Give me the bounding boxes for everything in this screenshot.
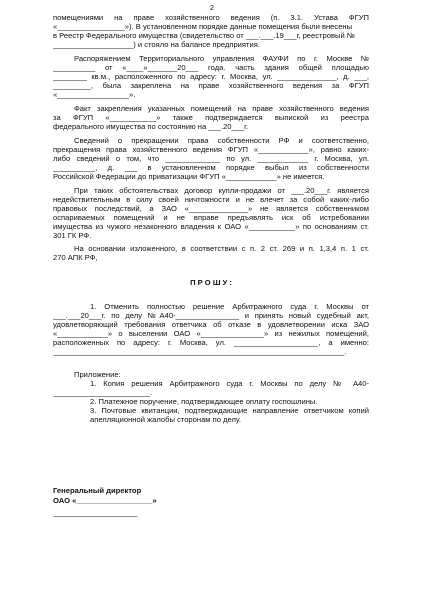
text-line: «________________»). В установленном порядке данные помещения были внесены	[53, 22, 353, 31]
text-line: ___________________) и стояло на балансе предприятия.	[53, 40, 260, 49]
text-line: за ФГУП «___________» также подтверждается выпиской из реестра	[53, 113, 369, 122]
text-line: Факт закрепления указанных помещений на праве хозяйственного ведения	[74, 104, 369, 113]
text-line: 2. Платежное поручение, подтверждающее оплату госпошлины.	[90, 397, 318, 406]
text-line: в Реестр Федерального имущества (свидетельство от ___.___.19___г, реестровый №	[53, 31, 355, 40]
text-line: имущества из чужого незаконного владения к ОАО «___________» по основаниям ст.	[53, 222, 369, 231]
text-line: «_________________».	[53, 90, 136, 99]
text-line: _________, была закреплена на праве хозяйственного ведения за ФГУП	[53, 81, 369, 90]
text-line: П Р О Ш У :	[190, 278, 232, 287]
text-line: федерального имущества по состоянию на ___.20___г.	[53, 122, 249, 131]
text-line: При таких обстоятельствах договор купли-продажи от ___.20___г. является	[74, 186, 369, 195]
text-line: либо сведений о том, что _____________ по ул. ____________ г. Москва, ул.	[53, 154, 369, 163]
text-line: ____________________	[53, 508, 138, 517]
text-line: 301 ГК РФ.	[53, 231, 92, 240]
text-line: прекращения права хозяйственного ведения ФГУП «____________», равно каких-	[53, 145, 369, 154]
text-line: апелляционной жалобы сторонам по делу.	[90, 415, 242, 424]
text-line: 3. Почтовые квитанции, подтверждающие направление ответчиком копий	[90, 406, 369, 415]
text-line: недействительным в силу своей ничтожности и не влечет за собой каких-либо	[53, 195, 369, 204]
text-line: _____________________________________________________________________.	[53, 347, 347, 356]
text-line: __________, д. ___ в установленном порядке выбыл из собственности	[53, 163, 369, 172]
text-line: Генеральный директор	[53, 486, 142, 495]
text-line: 1. Отменить полностью решение Арбитражного суда г. Москвы от	[90, 302, 369, 311]
text-line: оспариваемых помещений и не вправе предъявлять иск об истребовании	[53, 213, 369, 222]
text-line: ________ кв.м., расположенного по адресу: г. Москва, ул. ______________, д. ___,	[53, 72, 369, 81]
text-line: помещениями на праве хозяйственного ведения (п. 3.1. Устава ФГУП	[53, 13, 369, 22]
text-line: ___.___20___г. по делу №А40-_______________ и принять новый судебный акт,	[53, 311, 369, 320]
text-line: Сведений о прекращении права собственности РФ и соответственно,	[74, 136, 369, 145]
page-number: 2	[209, 3, 215, 12]
text-line: Приложение:	[74, 370, 121, 379]
text-line: «____________» о выселении ОАО «_______________» из нежилых помещений,	[53, 329, 369, 338]
text-line: удовлетворяющий требования ответчика об отказе в удовлетворении иска ЗАО	[53, 320, 369, 329]
text-line: 1. Копия решения Арбитражного суда г. Москвы по делу № А40-	[90, 379, 369, 388]
text-line: Распоряжением Территориального управления ФАУФИ по г. Москве №	[74, 54, 369, 63]
text-line: _______________________.	[53, 388, 153, 397]
text-line: __________ от «____»_______20___ года. часть здания общей площадью	[53, 63, 369, 72]
text-line: Российской Федерации до приватизации ФГУП «____________» не имеется.	[53, 172, 325, 181]
text-line: На основании изложенного, в соответствии с п. 2 ст. 269 и п. 1,3,4 п. 1 ст.	[74, 244, 369, 253]
text-line: правовых последствий, а ЗАО «______________» не является собственником	[53, 204, 369, 213]
text-line: 270 АПК РФ,	[53, 253, 98, 262]
text-line: расположенных по адресу: г. Москва, ул. ____________________, а именно:	[53, 338, 369, 347]
text-line: ОАО «__________________»	[53, 496, 157, 505]
